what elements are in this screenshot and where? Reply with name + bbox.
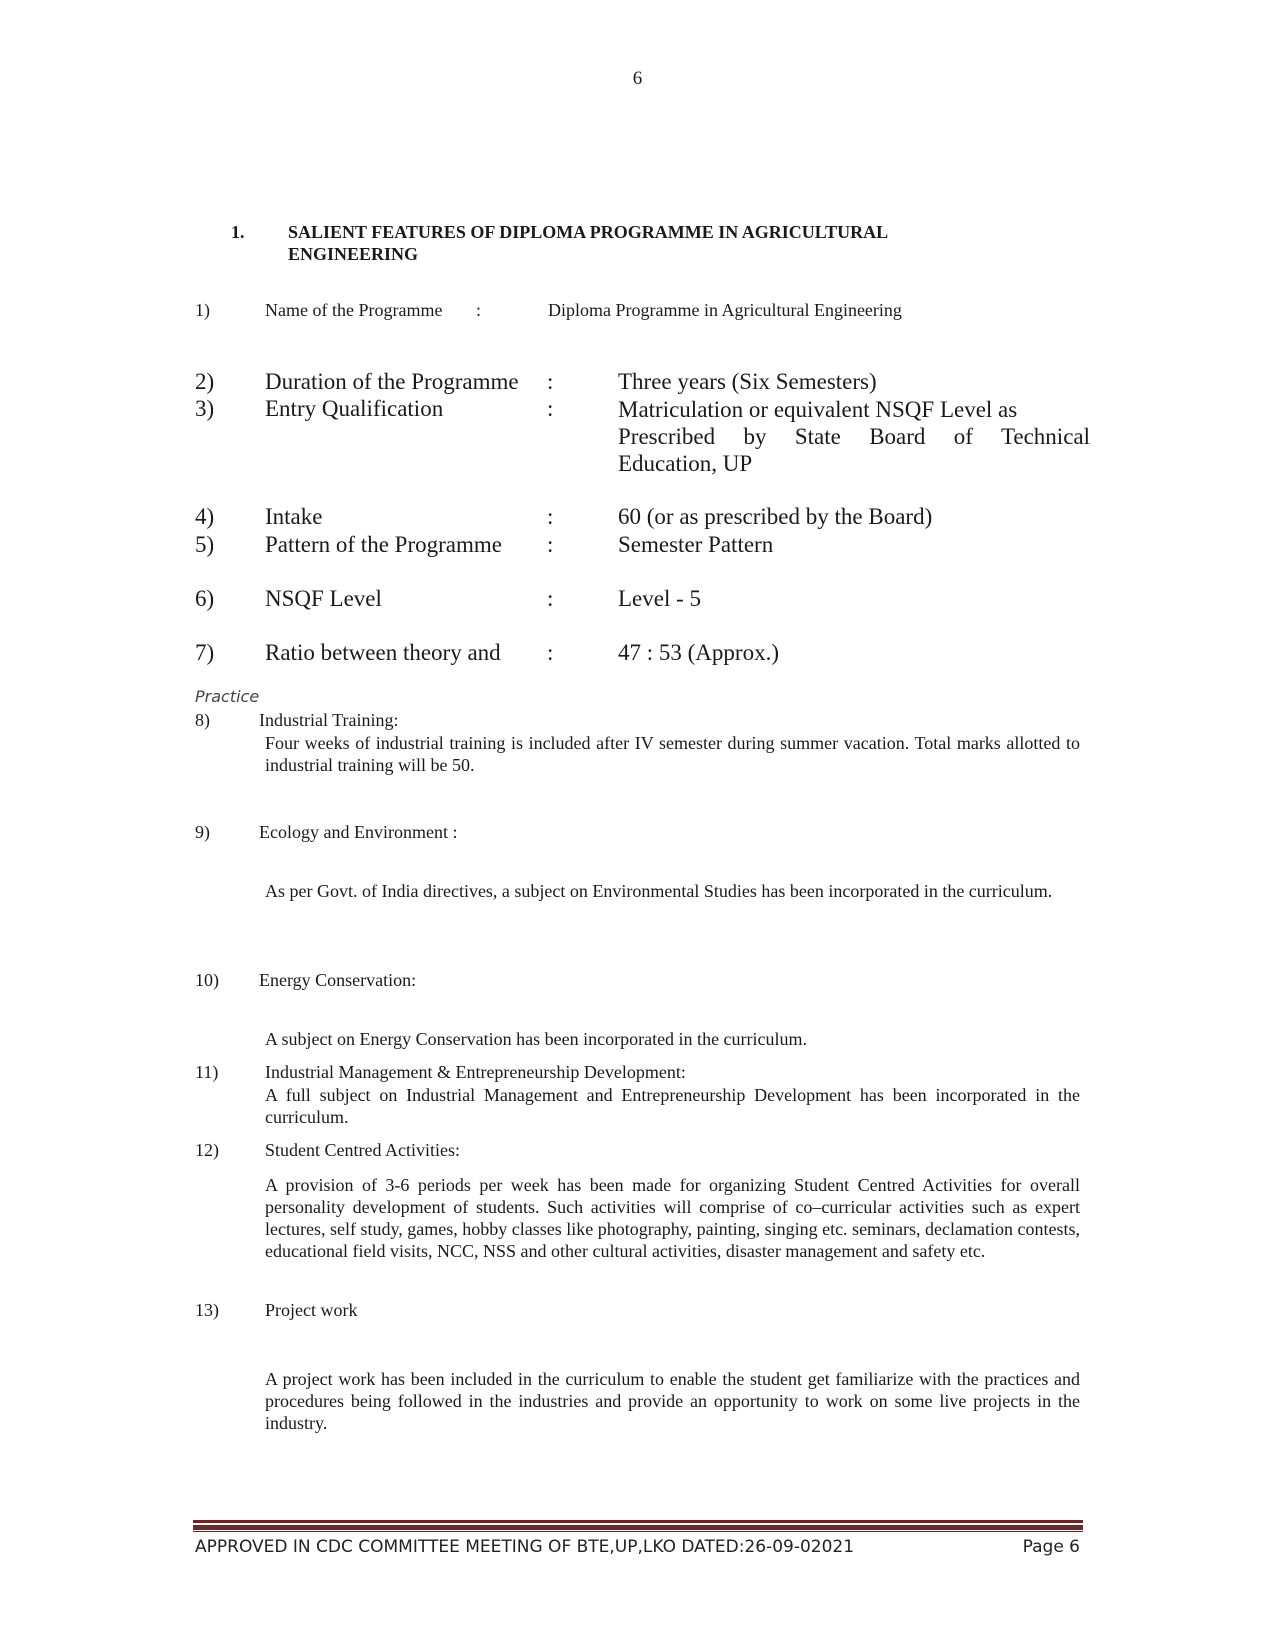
item-1-colon: : bbox=[476, 300, 482, 320]
item-1-value: Diploma Programme in Agricultural Engineering bbox=[548, 300, 902, 320]
footer-rule-middle bbox=[193, 1525, 1083, 1530]
item-7-value: 47 : 53 (Approx.) bbox=[618, 640, 779, 665]
item-2-number: 2) bbox=[195, 369, 215, 394]
footer-approval-text: APPROVED IN CDC COMMITTEE MEETING OF BTE,UP,LKO DATED:26-09-02021 bbox=[195, 1537, 855, 1557]
item-1-label: Name of the Programme bbox=[265, 300, 443, 320]
item-11-label: Industrial Management & Entrepreneurship Development: bbox=[265, 1062, 686, 1082]
item-4-value: 60 (or as prescribed by the Board) bbox=[618, 504, 933, 529]
item-8-text: Four weeks of industrial training is included after IV semester during summer vacation. Total marks allotted to industrial training will be 50. bbox=[265, 733, 1080, 775]
item-2-label: Duration of the Programme bbox=[265, 369, 519, 394]
item-9-number: 9) bbox=[195, 822, 210, 842]
item-3-value-line-3: Education, UP bbox=[618, 451, 753, 476]
item-11-text: A full subject on Industrial Management and Entrepreneurship Development has been incorporated in the curriculum. bbox=[265, 1085, 1080, 1127]
item-12-number: 12) bbox=[195, 1140, 219, 1160]
footer-rule-top bbox=[193, 1520, 1083, 1523]
item-10-label: Energy Conservation: bbox=[259, 970, 417, 990]
item-3-label: Entry Qualification bbox=[265, 396, 444, 421]
item-13-label: Project work bbox=[265, 1300, 358, 1320]
item-4-label: Intake bbox=[265, 504, 323, 529]
item-10-text: A subject on Energy Conservation has been incorporated in the curriculum. bbox=[265, 1029, 808, 1049]
item-6-value: Level - 5 bbox=[618, 586, 702, 611]
item-5-value: Semester Pattern bbox=[618, 532, 774, 557]
item-5-number: 5) bbox=[195, 532, 215, 557]
section-title-line-2: ENGINEERING bbox=[288, 244, 419, 264]
item-12-text: A provision of 3-6 periods per week has been made for organizing Student Centred Activities for overall personality development of students. Such activities will comprise of co–curricular activities such as expert lectures, self study, games, hobby classes like photography, painting, singing etc. seminars, declamation contests, educational field visits, NCC, NSS and other cultural activities, disaster management and safety etc. bbox=[265, 1175, 1080, 1261]
item-6-label: NSQF Level bbox=[265, 586, 382, 611]
section-title-line-1: SALIENT FEATURES OF DIPLOMA PROGRAMME IN AGRICULTURAL bbox=[288, 222, 889, 242]
item-9-label: Ecology and Environment : bbox=[259, 822, 458, 842]
item-4-colon: : bbox=[547, 504, 554, 529]
item-11-number: 11) bbox=[195, 1062, 219, 1082]
item-5-colon: : bbox=[547, 532, 554, 557]
item-12-label: Student Centred Activities: bbox=[265, 1140, 460, 1160]
item-3-number: 3) bbox=[195, 396, 215, 421]
item-13-text: A project work has been included in the curriculum to enable the student get familiarize with the practices and procedures being followed in the industries and provide an opportunity to work on some live projects in the industry. bbox=[265, 1369, 1080, 1433]
item-6-number: 6) bbox=[195, 586, 215, 611]
item-2-value: Three years (Six Semesters) bbox=[618, 369, 877, 394]
item-9-text: As per Govt. of India directives, a subject on Environmental Studies has been incorporated in the curriculum. bbox=[265, 881, 1053, 901]
footer-page-number: Page 6 bbox=[1022, 1537, 1080, 1557]
item-7-continuation: Practice bbox=[195, 687, 260, 706]
item-7-number: 7) bbox=[195, 640, 215, 665]
item-3-value-line-1: Matriculation or equivalent NSQF Level as bbox=[618, 397, 1018, 422]
page-number-top: 6 bbox=[632, 68, 643, 89]
footer-rule-bottom bbox=[193, 1531, 1083, 1532]
item-5-label: Pattern of the Programme bbox=[265, 532, 502, 557]
item-7-colon: : bbox=[547, 640, 554, 665]
item-6-colon: : bbox=[547, 586, 554, 611]
item-2-colon: : bbox=[547, 369, 554, 394]
item-8-number: 8) bbox=[195, 710, 210, 730]
item-10-number: 10) bbox=[195, 970, 219, 990]
item-3-colon: : bbox=[547, 396, 554, 421]
item-3-value bbox=[618, 396, 1090, 477]
item-7-label: Ratio between theory and bbox=[265, 640, 501, 665]
item-3-value-line-2: Prescribed by State Board of Technical bbox=[618, 424, 1090, 449]
section-title bbox=[288, 221, 888, 265]
item-8-label: Industrial Training: bbox=[259, 710, 399, 730]
item-13-number: 13) bbox=[195, 1300, 219, 1320]
item-4-number: 4) bbox=[195, 504, 215, 529]
section-number: 1. bbox=[231, 222, 245, 242]
item-1-number: 1) bbox=[195, 300, 210, 320]
